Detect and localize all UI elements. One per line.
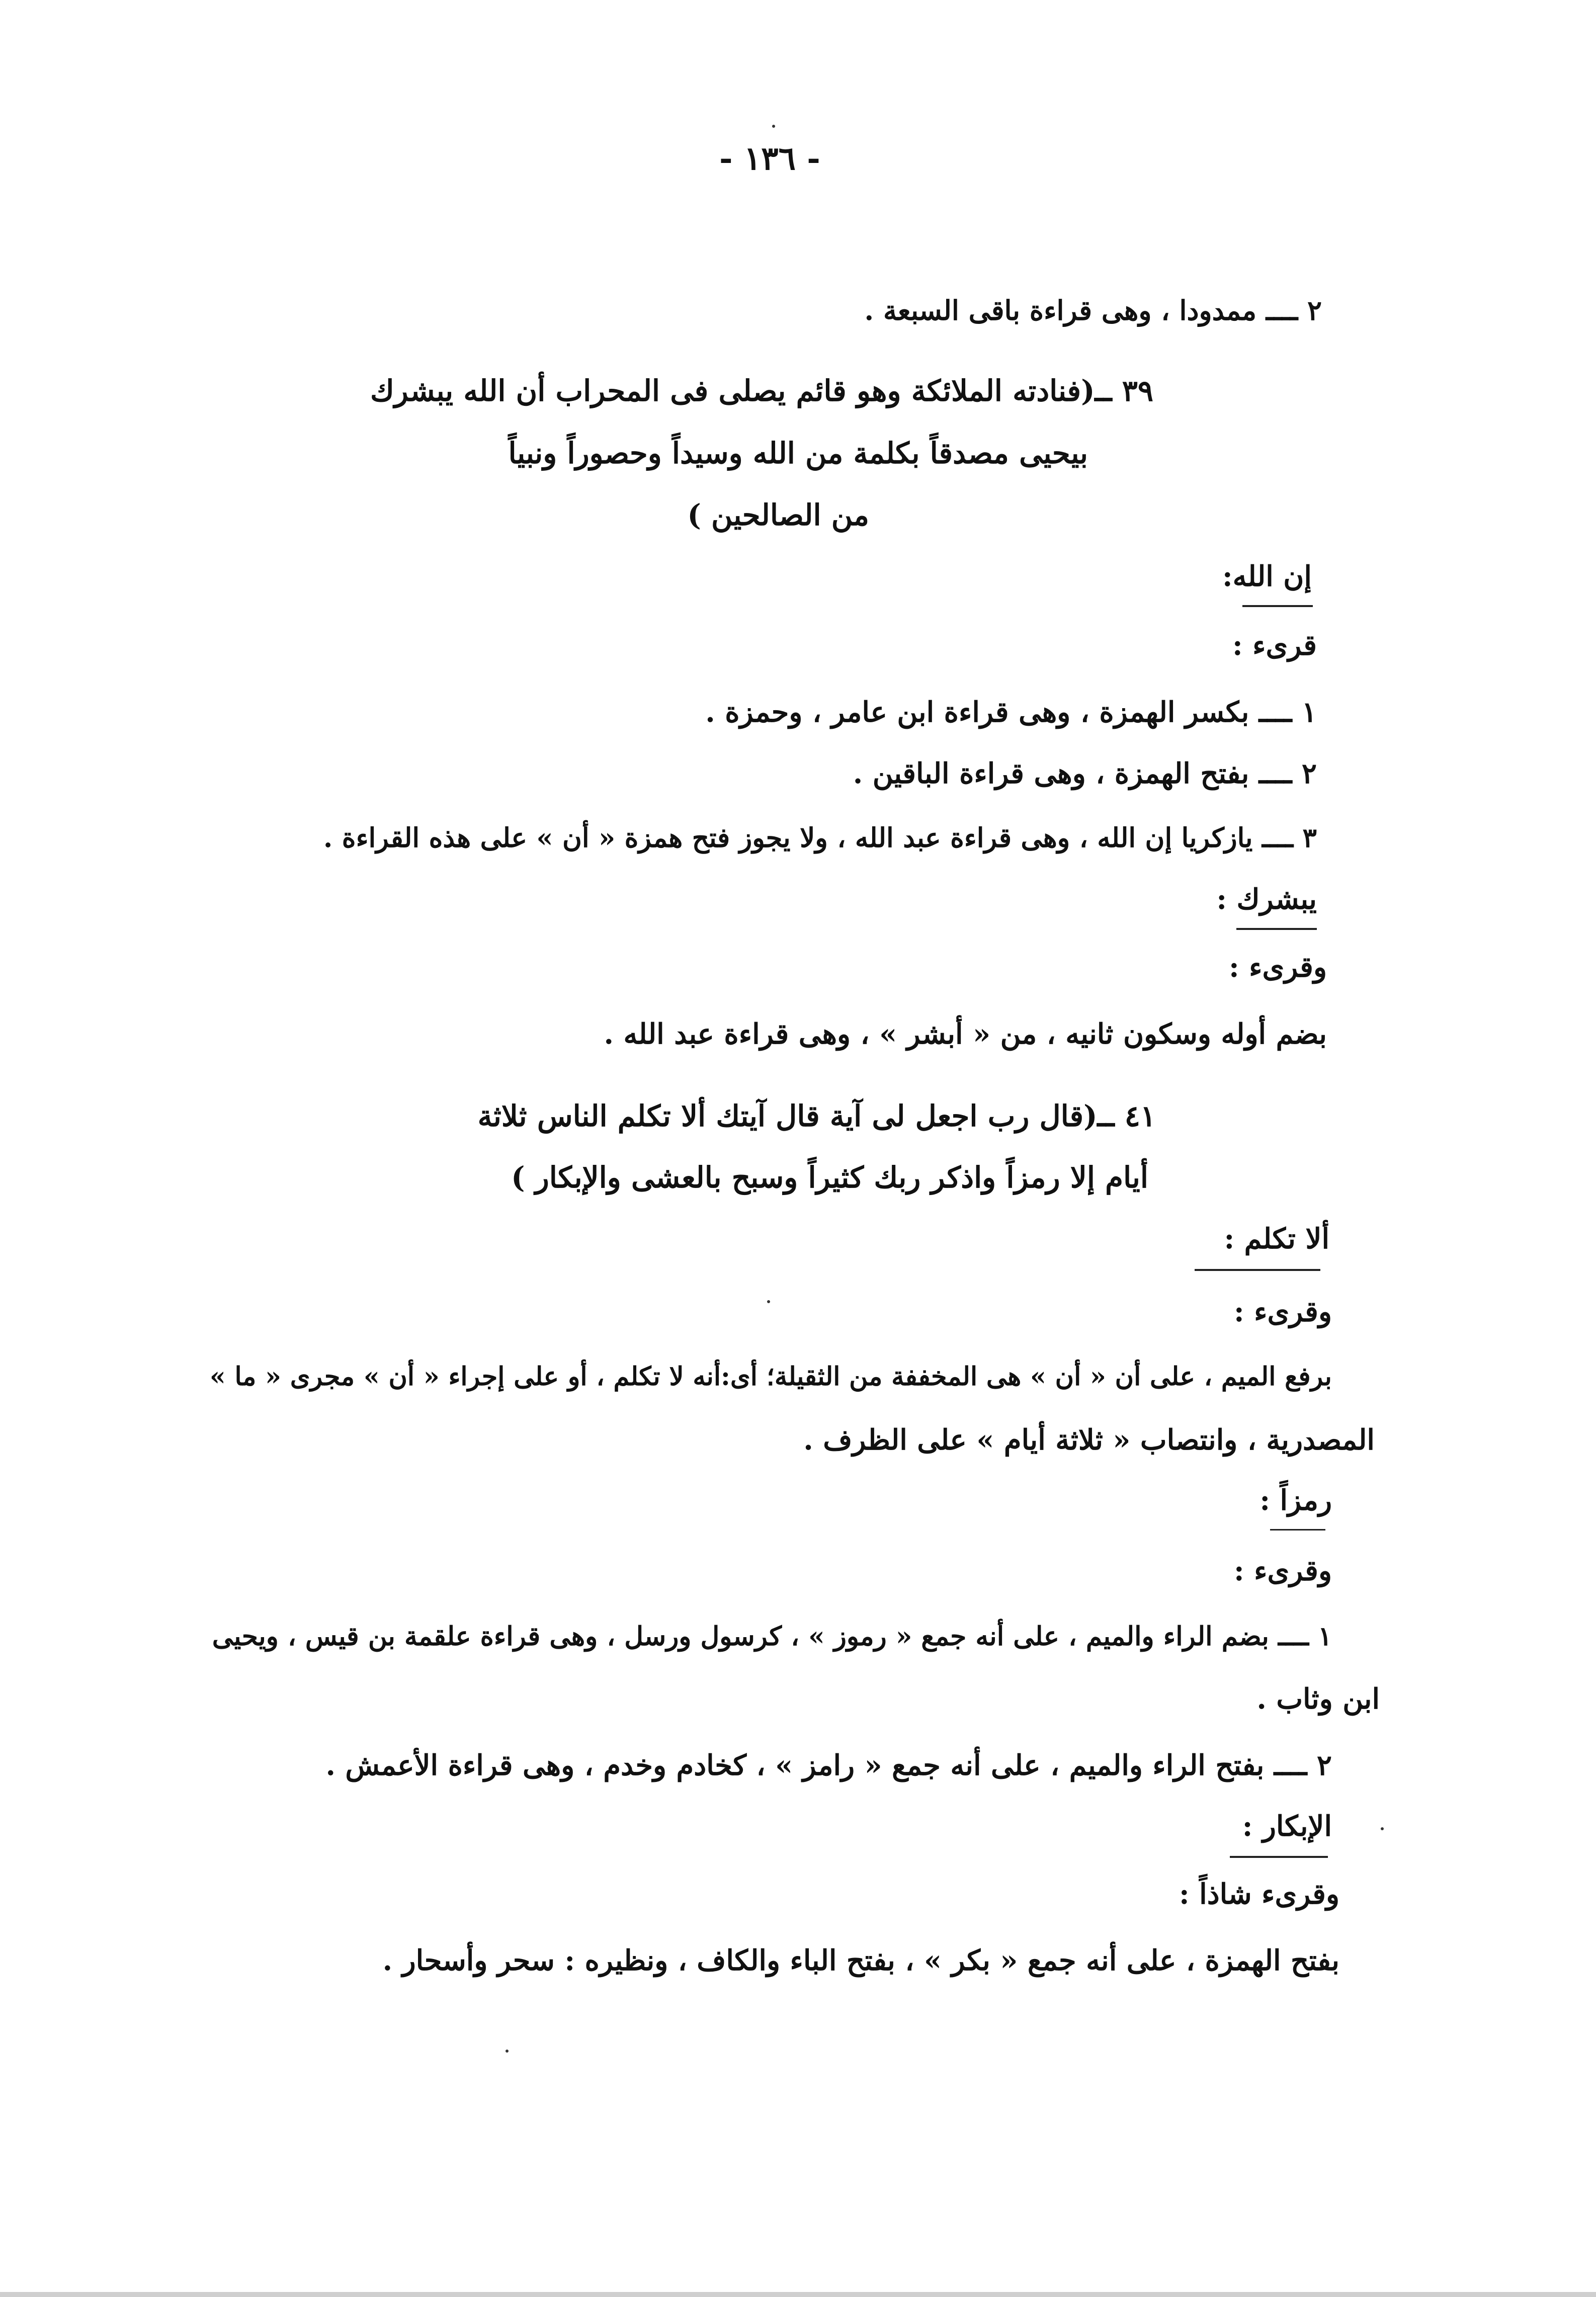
verse-line: ٤١ ــ(قال رب اجعل لى آية قال آيتك ألا تكلم الناس ثلاثة (477, 1099, 1156, 1133)
text-line: بضم أوله وسكون ثانيه ، من « أبشر » ، وهى قراءة عبد الله . (604, 1017, 1327, 1051)
text-line: ٢ ــــ بفتح الراء والميم ، على أنه جمع « رامز » ، كخادم وخدم ، وهى قراءة الأعمش . (325, 1749, 1332, 1782)
verse-line: ٣٩ ــ(فنادته الملائكة وهو قائم يصلى فى المحراب أن الله يبشرك (370, 374, 1153, 408)
word-heading: الإبكار : (1242, 1810, 1332, 1843)
text-line: ابن وثاب . (1256, 1682, 1380, 1716)
text-line: ٣ ــــ يازكريا إن الله ، وهى قراءة عبد الله ، ولا يجوز فتح همزة « أن » على هذه القراءة . (323, 822, 1317, 854)
heading-underline (1195, 1269, 1320, 1271)
word-heading: رمزاً : (1259, 1484, 1332, 1517)
heading-underline (1236, 928, 1317, 930)
text-line: قرىء : (1232, 629, 1317, 662)
scan-speck (772, 125, 775, 128)
word-heading: ألا تكلم : (1224, 1222, 1329, 1255)
text-line: ١ ــــ بكسر الهمزة ، وهى قراءة ابن عامر ، وحمزة . (705, 696, 1317, 729)
text-line: وقرىء : (1228, 951, 1327, 984)
verse-line: أيام إلا رمزاً واذكر ربك كثيراً وسبح بالعشى والإبكار ) (511, 1160, 1148, 1195)
text-line: برفع الميم ، على أن « أن » هى المخففة من الثقيلة؛ أى:أنه لا تكلم ، أو على إجراء « أن » مجرى « ما » (209, 1362, 1332, 1392)
heading-underline (1242, 605, 1313, 607)
text-line: وقرىء شاذاً : (1179, 1878, 1339, 1911)
heading-underline (1270, 1529, 1325, 1530)
text-line: ٢ ــــ ممدودا ، وهى قراءة باقى السبعة . (864, 294, 1322, 326)
page-edge (0, 2292, 1596, 2297)
text-line: بفتح الهمزة ، على أنه جمع « بكر » ، بفتح الباء والكاف ، ونظيره : سحر وأسحار . (382, 1944, 1339, 1977)
scan-speck (506, 2050, 509, 2053)
verse-line: بيحيى مصدقاً بكلمة من الله وسيداً وحصوراً ونبياً (508, 436, 1088, 470)
word-heading: إن الله: (1222, 560, 1312, 593)
text-line: ١ ــــ بضم الراء والميم ، على أنه جمع « رموز » ، كرسول ورسل ، وهى قراءة علقمة بن قيس ، ويحيى (212, 1621, 1332, 1652)
text-line: ٢ ــــ بفتح الهمزة ، وهى قراءة الباقين . (853, 757, 1317, 790)
heading-underline (1230, 1856, 1328, 1858)
scan-speck (1381, 1827, 1384, 1830)
text-line: المصدرية ، وانتصاب « ثلاثة أيام » على الظرف . (803, 1423, 1375, 1457)
verse-line: من الصالحين ) (687, 498, 869, 532)
page-number: - ١٣٦ - (719, 140, 820, 178)
text-line: وقرىء : (1233, 1295, 1332, 1328)
scan-speck (767, 1300, 770, 1303)
word-heading: يبشرك : (1216, 883, 1317, 916)
text-line: وقرىء : (1233, 1554, 1332, 1587)
